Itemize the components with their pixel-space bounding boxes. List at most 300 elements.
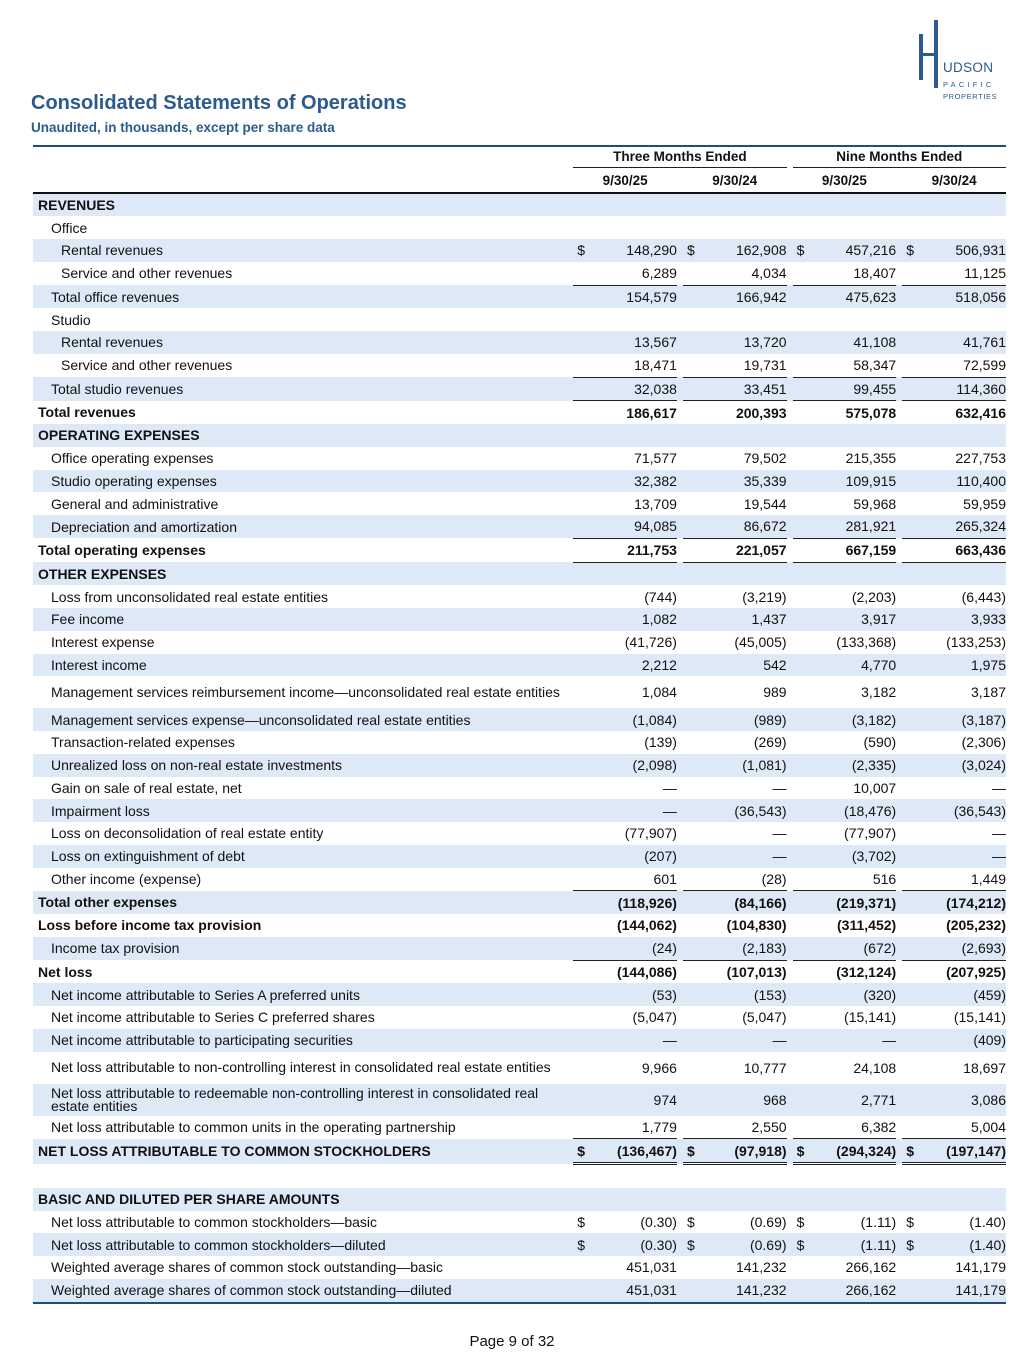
currency-symbol bbox=[902, 845, 922, 868]
value-cell: 13,567 bbox=[593, 331, 677, 354]
row-label: Weighted average shares of common stock outstanding—diluted bbox=[33, 1279, 573, 1303]
value-cell: 59,959 bbox=[963, 495, 1006, 512]
value-cell: 4,770 bbox=[813, 654, 897, 677]
value-cell: 13,709 bbox=[634, 495, 677, 512]
row-label: Other income (expense) bbox=[51, 871, 202, 888]
currency-symbol bbox=[573, 983, 593, 1006]
value-cell bbox=[593, 562, 677, 585]
currency-symbol bbox=[793, 1188, 813, 1211]
currency-symbol bbox=[573, 937, 593, 960]
currency-symbol bbox=[902, 983, 922, 1006]
currency-symbol bbox=[793, 608, 813, 631]
currency-symbol bbox=[793, 937, 813, 960]
currency-symbol bbox=[573, 914, 593, 937]
currency-symbol bbox=[683, 401, 703, 424]
value-cell bbox=[813, 216, 897, 239]
value-cell: — bbox=[593, 799, 677, 822]
row-label: REVENUES bbox=[33, 193, 573, 217]
table-row bbox=[33, 492, 1006, 515]
currency-symbol: $ bbox=[573, 1233, 593, 1256]
value-cell bbox=[703, 193, 787, 217]
currency-symbol bbox=[902, 424, 922, 447]
currency-symbol bbox=[902, 822, 922, 845]
value-cell: (320) bbox=[813, 983, 897, 1006]
currency-symbol bbox=[793, 377, 813, 401]
row-label: Total revenues bbox=[38, 404, 136, 421]
currency-symbol bbox=[793, 631, 813, 654]
value-cell: 114,360 bbox=[922, 377, 1006, 401]
spacer-row bbox=[33, 1164, 1006, 1188]
currency-symbol bbox=[683, 1116, 703, 1139]
value-cell: 281,921 bbox=[813, 515, 897, 538]
currency-symbol bbox=[902, 193, 922, 217]
value-cell: (1,084) bbox=[593, 708, 677, 731]
page-number: Page 9 of 32 bbox=[469, 1333, 555, 1350]
value-cell bbox=[922, 216, 1006, 239]
table-row bbox=[33, 845, 1006, 868]
value-cell: (144,086) bbox=[616, 963, 677, 980]
currency-symbol bbox=[683, 845, 703, 868]
currency-symbol bbox=[683, 983, 703, 1006]
value-cell bbox=[593, 424, 677, 447]
table-row bbox=[33, 401, 1006, 424]
currency-symbol bbox=[573, 891, 593, 914]
currency-symbol bbox=[683, 216, 703, 239]
currency-symbol bbox=[573, 608, 593, 631]
currency-symbol bbox=[902, 1006, 922, 1029]
currency-symbol bbox=[902, 331, 922, 354]
currency-symbol bbox=[902, 608, 922, 631]
row-label: Net loss attributable to common stockholders—basic bbox=[51, 1213, 378, 1230]
row-label: Net loss bbox=[38, 963, 93, 980]
table-row bbox=[33, 424, 1006, 447]
currency-symbol bbox=[683, 799, 703, 822]
page-title: Consolidated Statements of Operations bbox=[31, 92, 407, 114]
value-cell: 974 bbox=[593, 1084, 677, 1116]
statement-table bbox=[33, 146, 1006, 1304]
value-cell: — bbox=[992, 825, 1006, 842]
currency-symbol bbox=[683, 354, 703, 377]
value-cell bbox=[593, 216, 677, 239]
value-cell: (197,147) bbox=[922, 1139, 1006, 1164]
currency-symbol bbox=[573, 377, 593, 401]
currency-symbol bbox=[793, 1116, 813, 1139]
value-cell: (3,182) bbox=[813, 708, 897, 731]
table-row bbox=[33, 193, 1006, 217]
value-cell: — bbox=[703, 1029, 787, 1052]
currency-symbol bbox=[683, 937, 703, 960]
currency-symbol bbox=[793, 868, 813, 891]
value-cell: (118,926) bbox=[593, 891, 677, 914]
value-cell: 99,455 bbox=[813, 377, 897, 401]
currency-symbol bbox=[902, 891, 922, 914]
value-cell: (2,183) bbox=[703, 937, 787, 960]
currency-symbol bbox=[902, 1084, 922, 1116]
value-cell: 10,007 bbox=[853, 779, 897, 796]
value-cell: 1,084 bbox=[641, 684, 677, 701]
currency-symbol bbox=[573, 676, 593, 708]
value-cell: 58,347 bbox=[813, 354, 897, 377]
table-row bbox=[33, 1188, 1006, 1211]
value-cell bbox=[703, 1188, 787, 1211]
value-cell: 3,187 bbox=[970, 684, 1006, 701]
table-row bbox=[33, 470, 1006, 493]
value-cell: (0.69) bbox=[703, 1233, 787, 1256]
row-label: Total operating expenses bbox=[38, 542, 206, 559]
value-cell: 6,289 bbox=[593, 262, 677, 285]
value-cell: (41,726) bbox=[624, 634, 677, 651]
currency-symbol bbox=[902, 308, 922, 331]
currency-symbol bbox=[793, 1279, 813, 1303]
currency-symbol bbox=[573, 1256, 593, 1279]
currency-symbol bbox=[902, 731, 922, 754]
row-label: Net loss attributable to redeemable non-controlling interest in consolidated real estate entities bbox=[33, 1084, 573, 1116]
value-cell: 3,182 bbox=[861, 684, 897, 701]
currency-symbol bbox=[683, 960, 703, 983]
currency-symbol bbox=[902, 447, 922, 470]
value-cell: 575,078 bbox=[845, 404, 897, 421]
value-cell: (672) bbox=[813, 937, 897, 960]
currency-symbol bbox=[683, 424, 703, 447]
value-cell: (590) bbox=[863, 734, 897, 751]
currency-symbol bbox=[793, 424, 813, 447]
value-cell: 451,031 bbox=[626, 1259, 677, 1276]
row-label: Loss on deconsolidation of real estate entity bbox=[51, 825, 324, 842]
header-row-groups bbox=[33, 146, 1006, 169]
row-label: Office bbox=[51, 219, 88, 236]
currency-symbol bbox=[573, 538, 593, 562]
value-cell: 18,407 bbox=[813, 262, 897, 285]
value-cell: (3,024) bbox=[922, 754, 1006, 777]
value-cell: — bbox=[662, 779, 677, 796]
value-cell: (6,443) bbox=[961, 588, 1006, 605]
value-cell: (45,005) bbox=[734, 634, 787, 651]
currency-symbol bbox=[793, 538, 813, 562]
value-cell: (744) bbox=[644, 588, 677, 605]
table-row bbox=[33, 654, 1006, 677]
currency-symbol bbox=[683, 285, 703, 308]
currency-symbol bbox=[793, 731, 813, 754]
currency-symbol bbox=[902, 1029, 922, 1052]
currency-symbol bbox=[683, 447, 703, 470]
currency-symbol bbox=[793, 960, 813, 983]
currency-symbol bbox=[573, 424, 593, 447]
currency-symbol bbox=[683, 822, 703, 845]
value-cell: 266,162 bbox=[845, 1259, 897, 1276]
currency-symbol bbox=[793, 354, 813, 377]
currency-symbol bbox=[902, 492, 922, 515]
row-label: Studio bbox=[51, 311, 91, 328]
value-cell: (2,203) bbox=[851, 588, 897, 605]
currency-symbol bbox=[793, 193, 813, 217]
value-cell: (2,098) bbox=[593, 754, 677, 777]
currency-symbol bbox=[573, 960, 593, 983]
currency-symbol bbox=[902, 937, 922, 960]
value-cell: (459) bbox=[922, 983, 1006, 1006]
value-cell: 266,162 bbox=[813, 1279, 897, 1303]
value-cell: 451,031 bbox=[593, 1279, 677, 1303]
value-cell: 457,216 bbox=[813, 239, 897, 262]
value-cell: 2,771 bbox=[813, 1084, 897, 1116]
currency-symbol bbox=[902, 285, 922, 308]
value-cell bbox=[813, 424, 897, 447]
value-cell: 59,968 bbox=[853, 495, 897, 512]
value-cell: (294,324) bbox=[813, 1139, 897, 1164]
currency-symbol bbox=[683, 331, 703, 354]
value-cell: (3,219) bbox=[742, 588, 787, 605]
row-label: OTHER EXPENSES bbox=[33, 562, 573, 585]
currency-symbol bbox=[683, 515, 703, 538]
currency-symbol bbox=[683, 193, 703, 217]
currency-symbol bbox=[683, 1052, 703, 1084]
currency-symbol bbox=[902, 960, 922, 983]
table-row bbox=[33, 1256, 1006, 1279]
value-cell: 3,086 bbox=[922, 1084, 1006, 1116]
value-cell: 162,908 bbox=[703, 239, 787, 262]
value-cell: (312,124) bbox=[836, 963, 897, 980]
value-cell: 109,915 bbox=[813, 470, 897, 493]
currency-symbol bbox=[683, 654, 703, 677]
currency-symbol bbox=[902, 654, 922, 677]
currency-symbol bbox=[573, 1084, 593, 1116]
header-date: 9/30/24 bbox=[683, 169, 787, 193]
value-cell: 148,290 bbox=[593, 239, 677, 262]
value-cell: (2,693) bbox=[922, 937, 1006, 960]
value-cell: 32,382 bbox=[593, 470, 677, 493]
value-cell: 86,672 bbox=[703, 515, 787, 538]
currency-symbol: $ bbox=[683, 1233, 703, 1256]
currency-symbol bbox=[793, 562, 813, 585]
logo-line-3: PROPERTIES bbox=[943, 92, 998, 101]
value-cell: 166,942 bbox=[703, 285, 787, 308]
currency-symbol bbox=[793, 585, 813, 608]
value-cell bbox=[813, 193, 897, 217]
currency-symbol bbox=[793, 401, 813, 424]
value-cell: 19,731 bbox=[703, 354, 787, 377]
value-cell: 18,471 bbox=[593, 354, 677, 377]
table-row bbox=[33, 983, 1006, 1006]
row-label: Management services expense—unconsolidated real estate entities bbox=[33, 708, 573, 731]
value-cell: 72,599 bbox=[922, 354, 1006, 377]
value-cell: 18,697 bbox=[963, 1059, 1006, 1076]
currency-symbol bbox=[793, 914, 813, 937]
value-cell bbox=[922, 562, 1006, 585]
value-cell: 71,577 bbox=[634, 450, 677, 467]
value-cell: (1.11) bbox=[860, 1213, 897, 1230]
row-label: BASIC AND DILUTED PER SHARE AMOUNTS bbox=[33, 1188, 573, 1211]
currency-symbol bbox=[683, 308, 703, 331]
currency-symbol bbox=[793, 654, 813, 677]
currency-symbol: $ bbox=[577, 1213, 586, 1230]
row-label: Depreciation and amortization bbox=[33, 515, 573, 538]
currency-symbol bbox=[902, 676, 922, 708]
currency-symbol bbox=[683, 1029, 703, 1052]
currency-symbol bbox=[793, 1084, 813, 1116]
value-cell: 1,437 bbox=[703, 608, 787, 631]
value-cell: 32,038 bbox=[593, 377, 677, 401]
value-cell: (3,702) bbox=[813, 845, 897, 868]
value-cell: (2,335) bbox=[813, 754, 897, 777]
value-cell: — bbox=[813, 1029, 897, 1052]
currency-symbol bbox=[793, 470, 813, 493]
value-cell: 475,623 bbox=[813, 285, 897, 308]
header-date: 9/30/24 bbox=[902, 169, 1006, 193]
value-cell: (139) bbox=[644, 734, 677, 751]
currency-symbol: $ bbox=[686, 1213, 695, 1230]
table-row bbox=[33, 777, 1006, 800]
value-cell: 141,232 bbox=[703, 1279, 787, 1303]
row-label: Service and other revenues bbox=[61, 265, 233, 282]
currency-symbol bbox=[793, 492, 813, 515]
currency-symbol bbox=[683, 470, 703, 493]
value-cell: 221,057 bbox=[703, 538, 787, 562]
value-cell: 141,232 bbox=[735, 1259, 787, 1276]
currency-symbol bbox=[573, 585, 593, 608]
value-cell: 41,108 bbox=[813, 331, 897, 354]
value-cell: 265,324 bbox=[922, 515, 1006, 538]
value-cell: (24) bbox=[593, 937, 677, 960]
value-cell: — bbox=[593, 1029, 677, 1052]
value-cell: 94,085 bbox=[593, 515, 677, 538]
value-cell: (104,830) bbox=[726, 917, 787, 934]
row-label: Transaction-related expenses bbox=[51, 734, 235, 751]
row-label: Net loss attributable to common stockholders—diluted bbox=[33, 1233, 573, 1256]
row-label: Weighted average shares of common stock outstanding—basic bbox=[51, 1259, 443, 1276]
currency-symbol bbox=[902, 1116, 922, 1139]
value-cell: (1.40) bbox=[969, 1213, 1006, 1230]
row-label: General and administrative bbox=[51, 495, 219, 512]
value-cell: 141,179 bbox=[922, 1279, 1006, 1303]
value-cell: 663,436 bbox=[922, 538, 1006, 562]
currency-symbol bbox=[902, 799, 922, 822]
table-row bbox=[33, 447, 1006, 470]
currency-symbol bbox=[793, 754, 813, 777]
value-cell: (219,371) bbox=[813, 891, 897, 914]
value-cell: 5,004 bbox=[922, 1116, 1006, 1139]
currency-symbol bbox=[683, 891, 703, 914]
value-cell: 632,416 bbox=[955, 404, 1006, 421]
header-date: 9/30/25 bbox=[793, 169, 897, 193]
value-cell bbox=[922, 424, 1006, 447]
currency-symbol bbox=[793, 983, 813, 1006]
currency-symbol bbox=[902, 401, 922, 424]
value-cell bbox=[813, 308, 897, 331]
value-cell: (133,253) bbox=[946, 634, 1006, 651]
value-cell: 79,502 bbox=[743, 450, 787, 467]
table-row bbox=[33, 631, 1006, 654]
table-row bbox=[33, 1139, 1006, 1164]
value-cell: 186,617 bbox=[626, 404, 677, 421]
currency-symbol bbox=[902, 777, 922, 800]
row-label: Loss on extinguishment of debt bbox=[33, 845, 573, 868]
currency-symbol bbox=[573, 447, 593, 470]
currency-symbol bbox=[683, 1256, 703, 1279]
value-cell: 9,966 bbox=[641, 1059, 677, 1076]
row-label: Management services reimbursement income—unconsolidated real estate entities bbox=[51, 683, 560, 700]
currency-symbol bbox=[902, 1052, 922, 1084]
company-logo bbox=[916, 20, 1006, 101]
row-label: Interest expense bbox=[51, 634, 155, 651]
table-row bbox=[33, 937, 1006, 960]
currency-symbol bbox=[902, 562, 922, 585]
currency-symbol bbox=[793, 845, 813, 868]
row-label: Net income attributable to participating securities bbox=[33, 1029, 573, 1052]
currency-symbol bbox=[902, 262, 922, 285]
row-label: Service and other revenues bbox=[61, 357, 233, 374]
value-cell: 3,917 bbox=[813, 608, 897, 631]
value-cell bbox=[703, 424, 787, 447]
value-cell: (36,543) bbox=[922, 799, 1006, 822]
currency-symbol bbox=[573, 1052, 593, 1084]
table-row bbox=[33, 562, 1006, 585]
value-cell: — bbox=[922, 845, 1006, 868]
currency-symbol bbox=[573, 216, 593, 239]
currency-symbol bbox=[902, 216, 922, 239]
currency-symbol bbox=[793, 799, 813, 822]
currency-symbol bbox=[902, 354, 922, 377]
currency-symbol bbox=[573, 470, 593, 493]
table-row bbox=[33, 822, 1006, 845]
currency-symbol bbox=[793, 676, 813, 708]
table-row bbox=[33, 708, 1006, 731]
table-row bbox=[33, 585, 1006, 608]
currency-symbol bbox=[573, 1116, 593, 1139]
table-row bbox=[33, 331, 1006, 354]
value-cell: 35,339 bbox=[703, 470, 787, 493]
currency-symbol bbox=[793, 1006, 813, 1029]
currency-symbol bbox=[902, 538, 922, 562]
value-cell: (36,543) bbox=[703, 799, 787, 822]
logo-h-mark-icon bbox=[916, 20, 946, 90]
row-label: Office operating expenses bbox=[51, 450, 214, 467]
value-cell: 667,159 bbox=[813, 538, 897, 562]
table-row bbox=[33, 1279, 1006, 1303]
currency-symbol bbox=[902, 585, 922, 608]
currency-symbol: $ bbox=[573, 239, 593, 262]
currency-symbol bbox=[573, 868, 593, 891]
table-row bbox=[33, 1006, 1006, 1029]
table-row bbox=[33, 608, 1006, 631]
currency-symbol bbox=[573, 401, 593, 424]
currency-symbol bbox=[902, 1188, 922, 1211]
value-cell: (5,047) bbox=[742, 1009, 787, 1026]
currency-symbol: $ bbox=[573, 1139, 593, 1164]
currency-symbol bbox=[683, 1006, 703, 1029]
value-cell: 506,931 bbox=[922, 239, 1006, 262]
currency-symbol bbox=[793, 515, 813, 538]
currency-symbol bbox=[793, 285, 813, 308]
value-cell: 110,400 bbox=[922, 470, 1006, 493]
currency-symbol bbox=[573, 308, 593, 331]
table-row bbox=[33, 1116, 1006, 1139]
value-cell: (144,062) bbox=[616, 917, 677, 934]
currency-symbol: $ bbox=[902, 239, 922, 262]
value-cell bbox=[593, 308, 677, 331]
value-cell: 4,034 bbox=[703, 262, 787, 285]
table-row bbox=[33, 754, 1006, 777]
value-cell: — bbox=[703, 845, 787, 868]
value-cell: (1.40) bbox=[922, 1233, 1006, 1256]
value-cell: (77,907) bbox=[624, 825, 677, 842]
currency-symbol bbox=[573, 845, 593, 868]
table-row bbox=[33, 1211, 1006, 1234]
currency-symbol bbox=[683, 1188, 703, 1211]
currency-symbol bbox=[573, 731, 593, 754]
table-row bbox=[33, 515, 1006, 538]
value-cell: 989 bbox=[763, 684, 787, 701]
currency-symbol bbox=[902, 1279, 922, 1303]
currency-symbol bbox=[902, 1256, 922, 1279]
